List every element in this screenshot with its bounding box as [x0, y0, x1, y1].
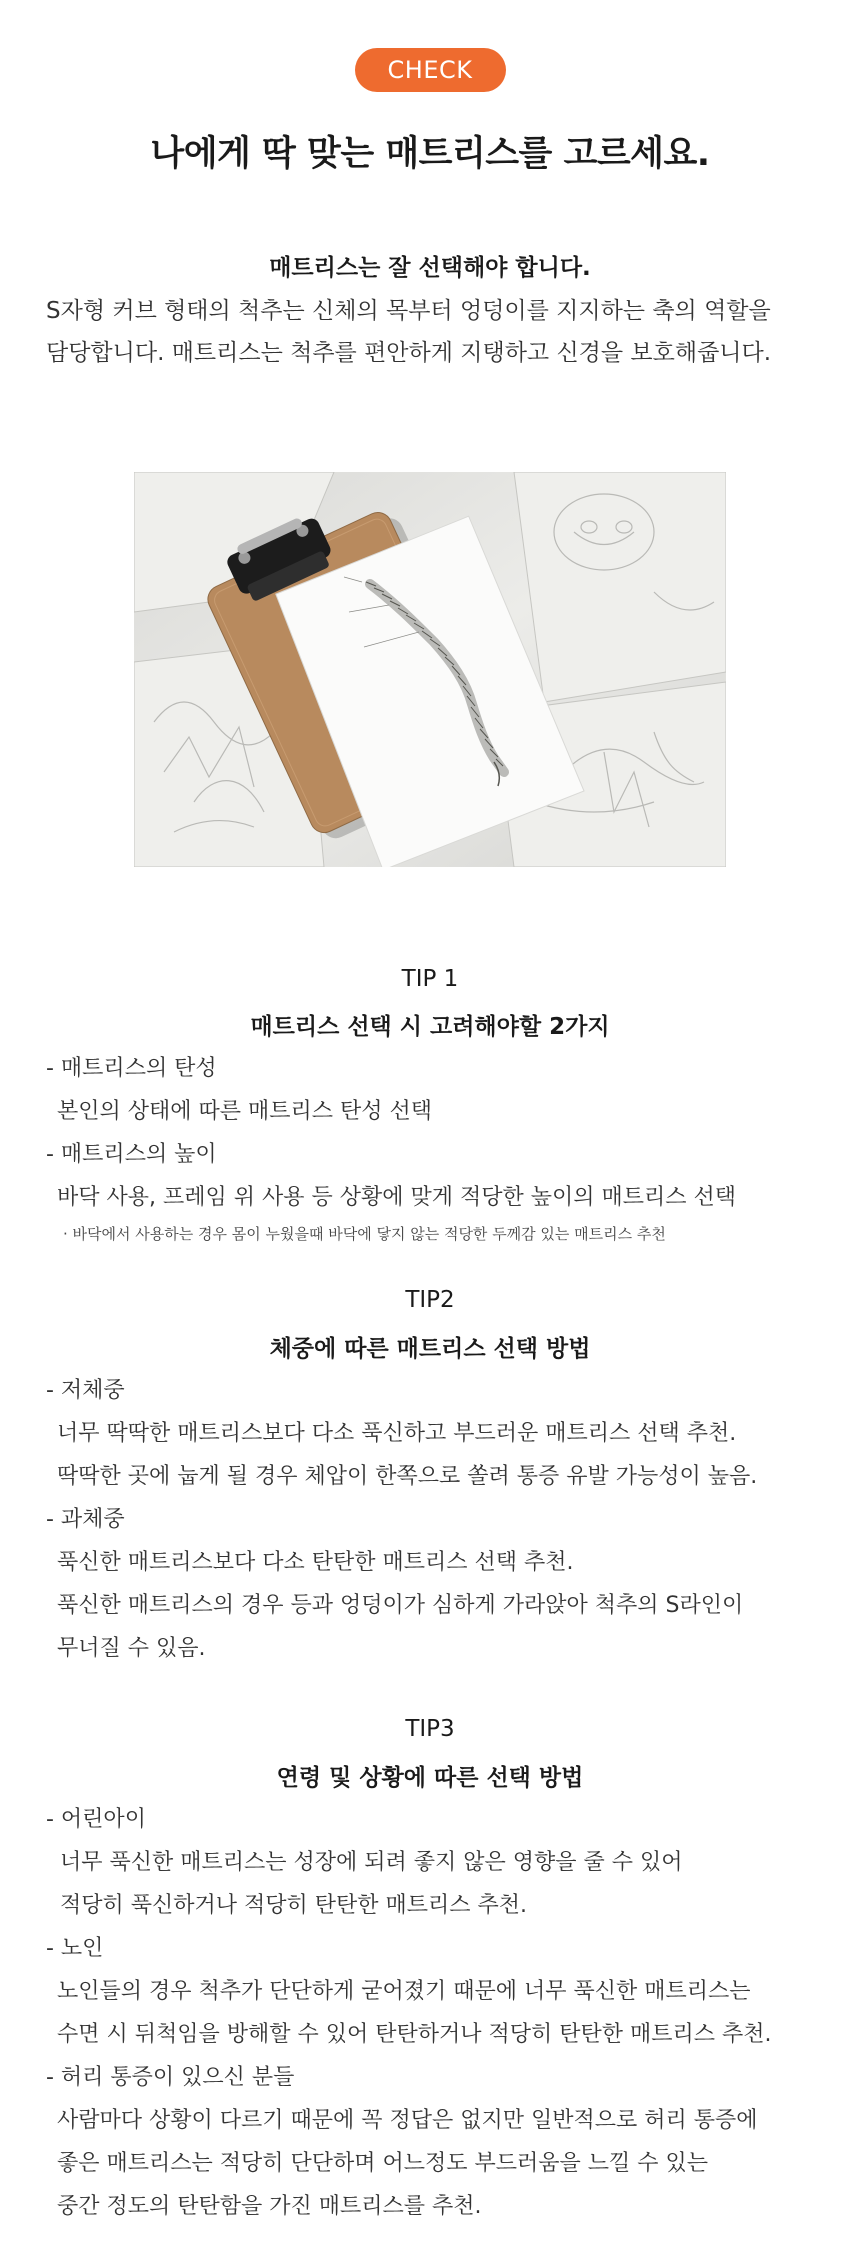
tip1-note: · 바닥에서 사용하는 경우 몸이 누웠을때 바닥에 닿지 않는 적당한 두께감 있는 매트리스 추천 — [63, 1225, 666, 1243]
tip3-line: - 어린아이 — [46, 1807, 146, 1832]
tip2-line: - 저체중 — [46, 1378, 125, 1403]
spine-illustration — [134, 472, 726, 867]
tip3-line: - 노인 — [46, 1936, 104, 1961]
tip3-line: 수면 시 뒤척임을 방해할 수 있어 탄탄하거나 적당히 탄탄한 매트리스 추천. — [57, 2022, 772, 2047]
page-title: 나에게 딱 맞는 매트리스를 고르세요. — [150, 134, 710, 174]
tip3-line: 중간 정도의 탄탄함을 가진 매트리스를 추천. — [57, 2194, 482, 2219]
check-badge: CHECK — [355, 48, 506, 92]
tip2-line: 무너질 수 있음. — [57, 1636, 206, 1661]
tip1-subtitle: 매트리스 선택 시 고려해야할 2가지 — [250, 1014, 610, 1040]
tip2-line: 딱딱한 곳에 눕게 될 경우 체압이 한쪽으로 쏠려 통증 유발 가능성이 높음. — [57, 1464, 758, 1489]
tip2-line: - 과체중 — [46, 1507, 125, 1532]
tip3-line: 너무 푹신한 매트리스는 성장에 되려 좋지 않은 영향을 줄 수 있어 — [60, 1850, 683, 1875]
tip1-line: 바닥 사용, 프레임 위 사용 등 상황에 맞게 적당한 높이의 매트리스 선택 — [57, 1185, 736, 1210]
tip1-title: TIP 1 — [401, 966, 459, 992]
tip3-line: - 허리 통증이 있으신 분들 — [46, 2065, 295, 2090]
spine-clipboard-photo — [134, 472, 726, 867]
tip3-title: TIP3 — [405, 1716, 455, 1742]
tip3-subtitle: 연령 및 상황에 따른 선택 방법 — [276, 1765, 584, 1791]
tip1-line: - 매트리스의 탄성 — [46, 1056, 217, 1081]
intro-line: S자형 커브 형태의 척추는 신체의 목부터 엉덩이를 지지하는 축의 역할을 — [46, 298, 771, 324]
tip3-line: 적당히 푹신하거나 적당히 탄탄한 매트리스 추천. — [60, 1893, 528, 1918]
tip2-line: 푹신한 매트리스의 경우 등과 엉덩이가 심하게 가라앉아 척추의 S라인이 — [57, 1593, 744, 1618]
intro-line: 담당합니다. 매트리스는 척추를 편안하게 지탱하고 신경을 보호해줍니다. — [46, 340, 772, 366]
tip2-line: 푹신한 매트리스보다 다소 탄탄한 매트리스 선택 추천. — [57, 1550, 574, 1575]
tip3-line: 노인들의 경우 척추가 단단하게 굳어졌기 때문에 너무 푹신한 매트리스는 — [57, 1979, 751, 2004]
intro-body — [46, 290, 836, 374]
tip1-line: - 매트리스의 높이 — [46, 1142, 217, 1167]
tip2-subtitle: 체중에 따른 매트리스 선택 방법 — [269, 1336, 591, 1362]
tip3-line: 좋은 매트리스는 적당히 단단하며 어느정도 부드러움을 느낄 수 있는 — [57, 2151, 709, 2176]
tip2-line: 너무 딱딱한 매트리스보다 다소 푹신하고 부드러운 매트리스 선택 추천. — [57, 1421, 737, 1446]
tip1-line: 본인의 상태에 따른 매트리스 탄성 선택 — [57, 1099, 432, 1124]
intro-heading: 매트리스는 잘 선택해야 합니다. — [269, 255, 591, 281]
badge-container — [0, 48, 860, 92]
tip2-title: TIP2 — [405, 1287, 455, 1313]
tip3-line: 사람마다 상황이 다르기 때문에 꼭 정답은 없지만 일반적으로 허리 통증에 — [57, 2108, 758, 2133]
